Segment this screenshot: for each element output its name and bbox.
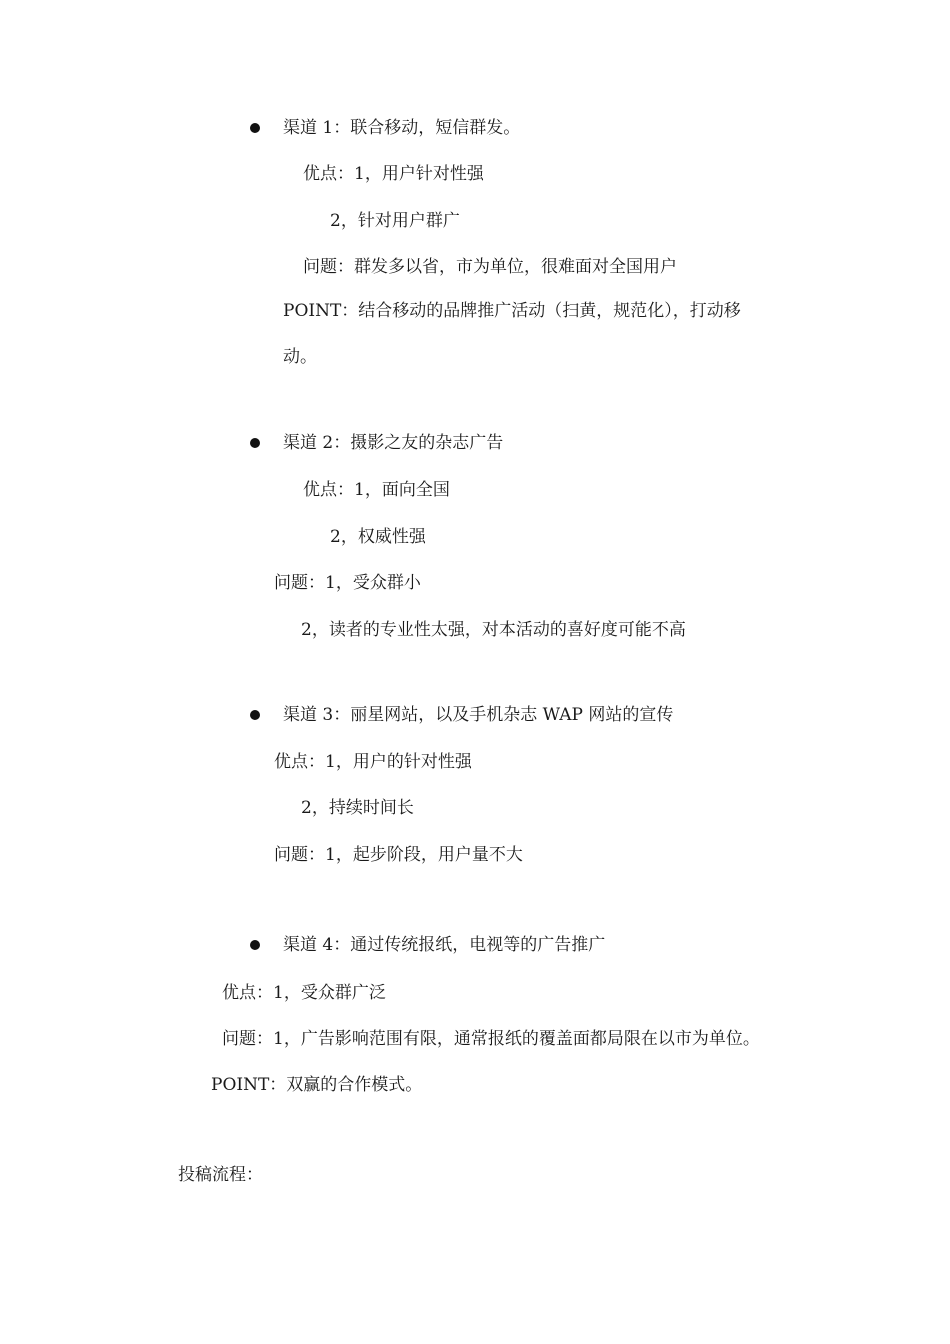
channel1-advantage-2: 2，针对用户群广 xyxy=(330,211,460,231)
channel1-point-line2: 动。 xyxy=(283,347,317,367)
channel3-issue: 问题：1，起步阶段，用户量不大 xyxy=(274,845,523,865)
channel4-advantage: 优点：1，受众群广泛 xyxy=(222,983,386,1003)
channel4-title: 渠道 4：通过传统报纸，电视等的广告推广 xyxy=(283,935,606,955)
channel2-advantage-1: 优点：1，面向全国 xyxy=(303,480,450,500)
bullet-icon xyxy=(250,123,260,133)
bullet-icon xyxy=(250,940,260,950)
channel2-issue-2: 2，读者的专业性太强，对本活动的喜好度可能不高 xyxy=(301,620,686,640)
channel2-title: 渠道 2：摄影之友的杂志广告 xyxy=(283,433,504,453)
channel2-issue-1: 问题：1，受众群小 xyxy=(274,573,421,593)
bullet-icon xyxy=(250,710,260,720)
channel3-title: 渠道 3：丽星网站，以及手机杂志 WAP 网站的宣传 xyxy=(283,705,674,725)
bullet-icon xyxy=(250,438,260,448)
channel4-point: POINT：双赢的合作模式。 xyxy=(211,1075,423,1095)
channel2-advantage-2: 2，权威性强 xyxy=(330,527,426,547)
channel1-advantage-1: 优点：1，用户针对性强 xyxy=(303,164,484,184)
channel3-advantage-1: 优点：1，用户的针对性强 xyxy=(274,752,472,772)
submission-process-heading: 投稿流程： xyxy=(178,1165,263,1185)
channel1-issue: 问题：群发多以省，市为单位，很难面对全国用户 xyxy=(303,257,677,277)
channel1-point-line1: POINT：结合移动的品牌推广活动（扫黄，规范化），打动移 xyxy=(283,301,741,321)
channel4-issue: 问题：1，广告影响范围有限，通常报纸的覆盖面都局限在以市为单位。 xyxy=(222,1029,760,1049)
channel3-advantage-2: 2，持续时间长 xyxy=(301,798,414,818)
channel1-title: 渠道 1：联合移动，短信群发。 xyxy=(283,118,521,138)
